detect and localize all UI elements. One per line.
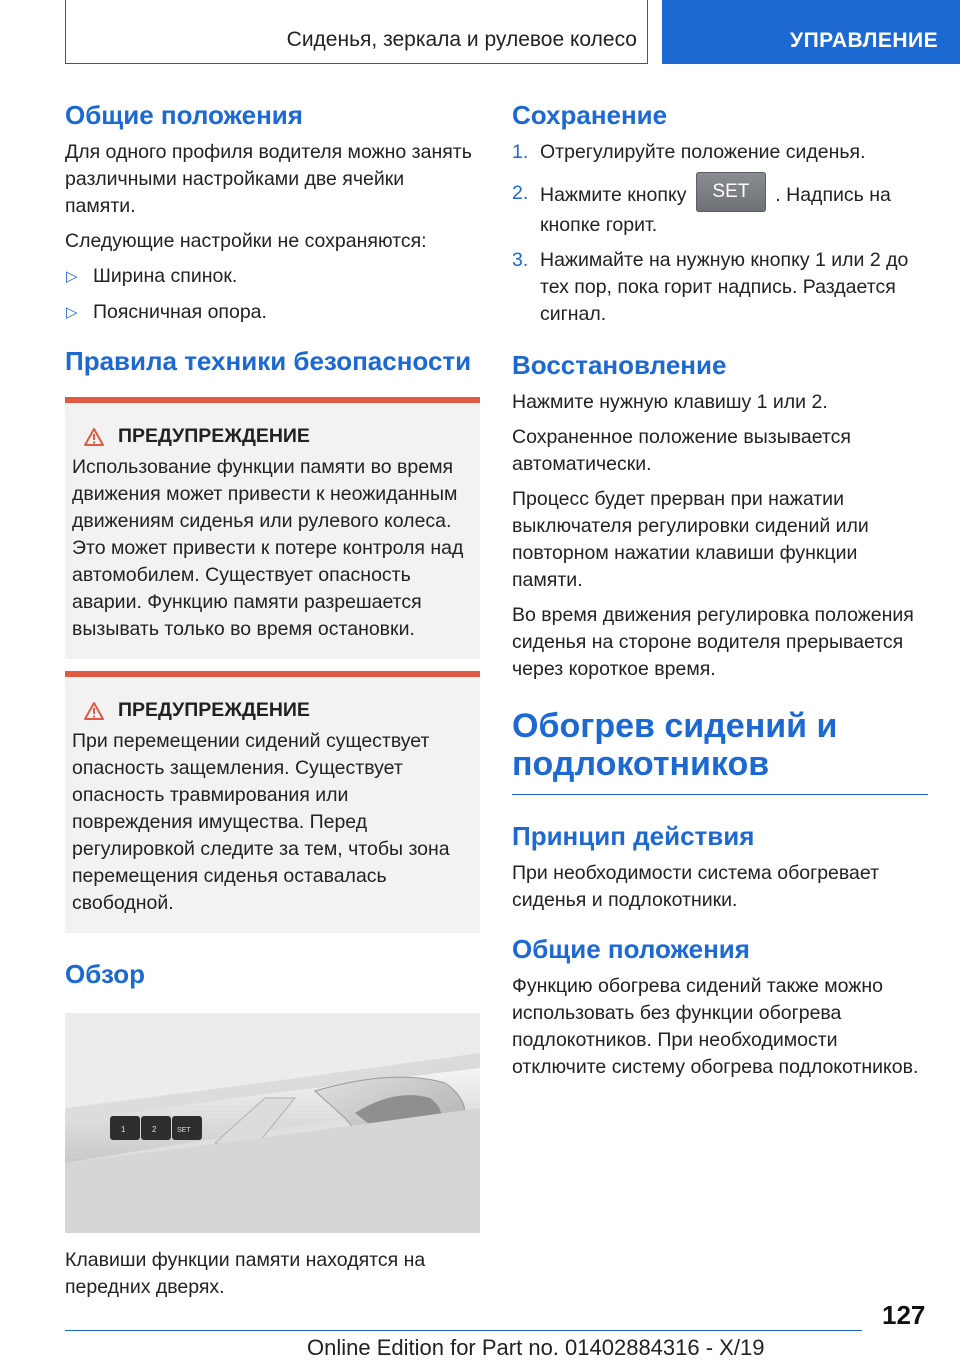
restore-paragraph-2: Сохраненное положение вызывается автоматически. [512, 426, 851, 476]
warning-header [72, 425, 473, 448]
step-number: 1. [512, 141, 529, 164]
warning-box-2 [65, 671, 480, 933]
step-item [512, 139, 928, 166]
warning-title: ПРЕДУПРЕЖДЕНИЕ [118, 425, 310, 448]
warning-header [72, 699, 473, 722]
photo-caption: Клавиши функции памяти находятся на передних дверях. [65, 1248, 426, 1298]
memory-button-1-label: 1 [121, 1124, 126, 1134]
right-column [512, 100, 928, 1081]
restore-paragraph-1: Нажмите нужную клавишу 1 или 2. [512, 391, 828, 414]
warning-text: При перемещении сидений существует опасность защемления. Существует опасность травмирования или повреждения имущества. Перед регулировкой следите за тем, чтобы зона перемещения сиденья оставалась свободной. [72, 730, 450, 915]
list-item [65, 299, 480, 326]
memory-button-2-label: 2 [152, 1124, 157, 1134]
principle-title: Принцип действия [512, 820, 755, 851]
list-item [65, 263, 480, 290]
principle-paragraph: При необходимости система обогревает сиденья и подлокотники. [512, 861, 880, 911]
step-text-after: . Надпись на кнопке горит. [540, 184, 891, 237]
left-column [65, 100, 480, 1301]
warning-box-1 [65, 397, 480, 659]
overview-title: Обзор [65, 959, 145, 990]
general-paragraph-1: Для одного профиля водителя можно занять различными настройками две ячейки памяти. [65, 141, 472, 218]
restore-paragraph-3: Процесс будет прерван при нажатии выключателя регулировки сидений или повторном нажатии клавиши функции памяти. [512, 488, 869, 592]
restore-title: Восстановление [512, 350, 727, 381]
general2-title: Общие положения [512, 933, 750, 964]
chapter-title: Сиденья, зеркала и рулевое колесо [286, 28, 637, 51]
triangle-bullet-icon: ▷ [66, 268, 78, 286]
step-item [512, 180, 928, 239]
step-text: Нажимайте на нужную кнопку 1 или 2 до тех пор, пока горит надпись. Раздается сигнал. [540, 249, 909, 326]
step-number: 3. [512, 249, 529, 272]
step-number: 2. [512, 182, 529, 205]
section-rule [512, 794, 928, 795]
heating-title: Обогрев сидений и подлокотников [512, 707, 838, 784]
door-panel-illustration [65, 1013, 480, 1233]
list-item-text: Ширина спинок. [93, 265, 238, 288]
warning-triangle-icon [84, 428, 104, 446]
warning-triangle-icon [84, 702, 104, 720]
set-button-label: SET [177, 1126, 191, 1134]
restore-paragraph-4: Во время движения регулировка положения сиденья на стороне водителя прерывается через короткое время. [512, 604, 914, 681]
set-button-icon: SET [696, 172, 766, 212]
section-tab [662, 0, 960, 64]
door-panel-photo [65, 1013, 480, 1233]
footer-rule [65, 1330, 862, 1331]
save-title: Сохранение [512, 100, 668, 130]
safety-title: Правила техники безопасности [65, 346, 472, 377]
general2-paragraph: Функцию обогрева сидений также можно использовать без функции обогрева подлокотников. При необходимости отключите систему обогрева подлокотников. [512, 974, 919, 1078]
page-number: 127 [882, 1300, 926, 1330]
list-item-text: Поясничная опора. [93, 301, 267, 324]
step-item [512, 247, 928, 328]
footer-edition: Online Edition for Part no. 01402884316 - X/19 [307, 1335, 765, 1360]
section-tab-label: УПРАВЛЕНИЕ [790, 29, 939, 52]
warning-title: ПРЕДУПРЕЖДЕНИЕ [118, 699, 310, 722]
step-text: Отрегулируйте положение сиденья. [540, 141, 866, 164]
step-text-before: Нажмите кнопку [540, 184, 687, 207]
triangle-bullet-icon: ▷ [66, 304, 78, 322]
general-title: Общие положения [65, 100, 303, 130]
header-box [65, 0, 648, 64]
general-paragraph-2: Следующие настройки не сохраняются: [65, 230, 427, 253]
warning-text: Использование функции памяти во время движения может привести к неожиданным движениям сиденья или рулевого колеса. Это может привести к потере контроля над автомобилем. Существует опасность аварии. Функцию памяти разрешается вызывать только во время остановки. [72, 456, 464, 641]
